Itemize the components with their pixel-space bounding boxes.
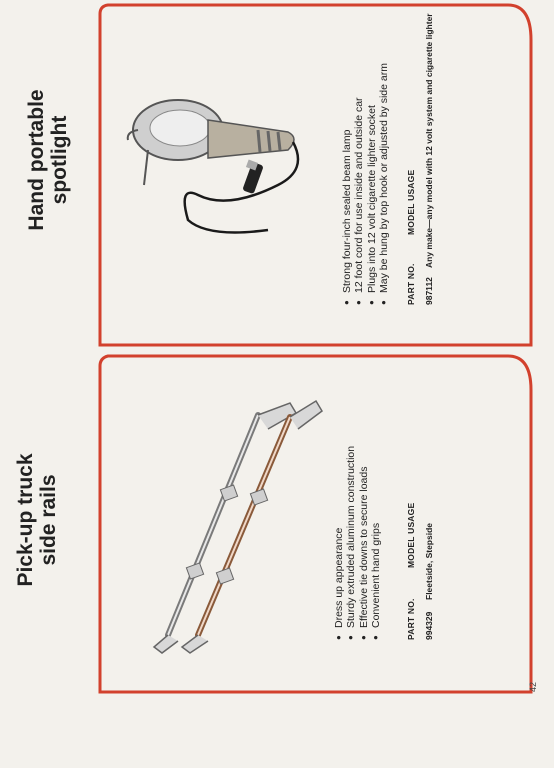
- pickup-truck-side-rails-illustration: [140, 395, 325, 655]
- left-bullet-2: ● Sturdy extruded aluminum construction: [345, 446, 357, 640]
- right-bullet-2: ● 12 foot cord for use inside and outside car: [353, 63, 365, 305]
- right-table-header-part: PART NO.: [406, 263, 416, 305]
- left-table-header-usage: MODEL USAGE: [406, 502, 416, 568]
- left-feature-list: [333, 446, 383, 640]
- right-panel-title: [25, 60, 71, 260]
- right-bullet-3: ● Plugs into 12 volt cigarette lighter socket: [366, 63, 378, 305]
- left-title-line2: side rails: [37, 474, 60, 566]
- page-number: 42: [528, 681, 538, 692]
- right-bullet-4: ● May be hung by top hook or adjusted by side arm: [378, 63, 390, 305]
- right-bullet-1: ● Strong four-inch sealed beam lamp: [341, 63, 353, 305]
- right-table-header-usage: MODEL USAGE: [406, 169, 416, 235]
- right-title-line2: spotlight: [48, 115, 71, 205]
- right-table-row-usage: Any make—any model with 12 volt system and cigarette lighter: [424, 13, 434, 268]
- left-table-header-part: PART NO.: [406, 598, 416, 640]
- left-title-line1: Pick-up truck: [14, 453, 37, 587]
- left-bullet-4: ● Convenient hand grips: [370, 446, 382, 640]
- right-title-line1: Hand portable: [25, 89, 48, 231]
- hand-portable-spotlight-illustration: [118, 90, 313, 240]
- left-bullet-3: ● Effective tie downs to secure loads: [358, 446, 370, 640]
- left-bullet-1: ● Dress up appearance: [333, 446, 345, 640]
- left-table-row-usage: Fleetside, Stepside: [424, 523, 434, 600]
- left-table-row-part: 994329: [424, 611, 434, 640]
- right-table-row-part: 987112: [424, 277, 434, 305]
- right-feature-list: [341, 63, 391, 305]
- left-panel-title: [14, 440, 60, 600]
